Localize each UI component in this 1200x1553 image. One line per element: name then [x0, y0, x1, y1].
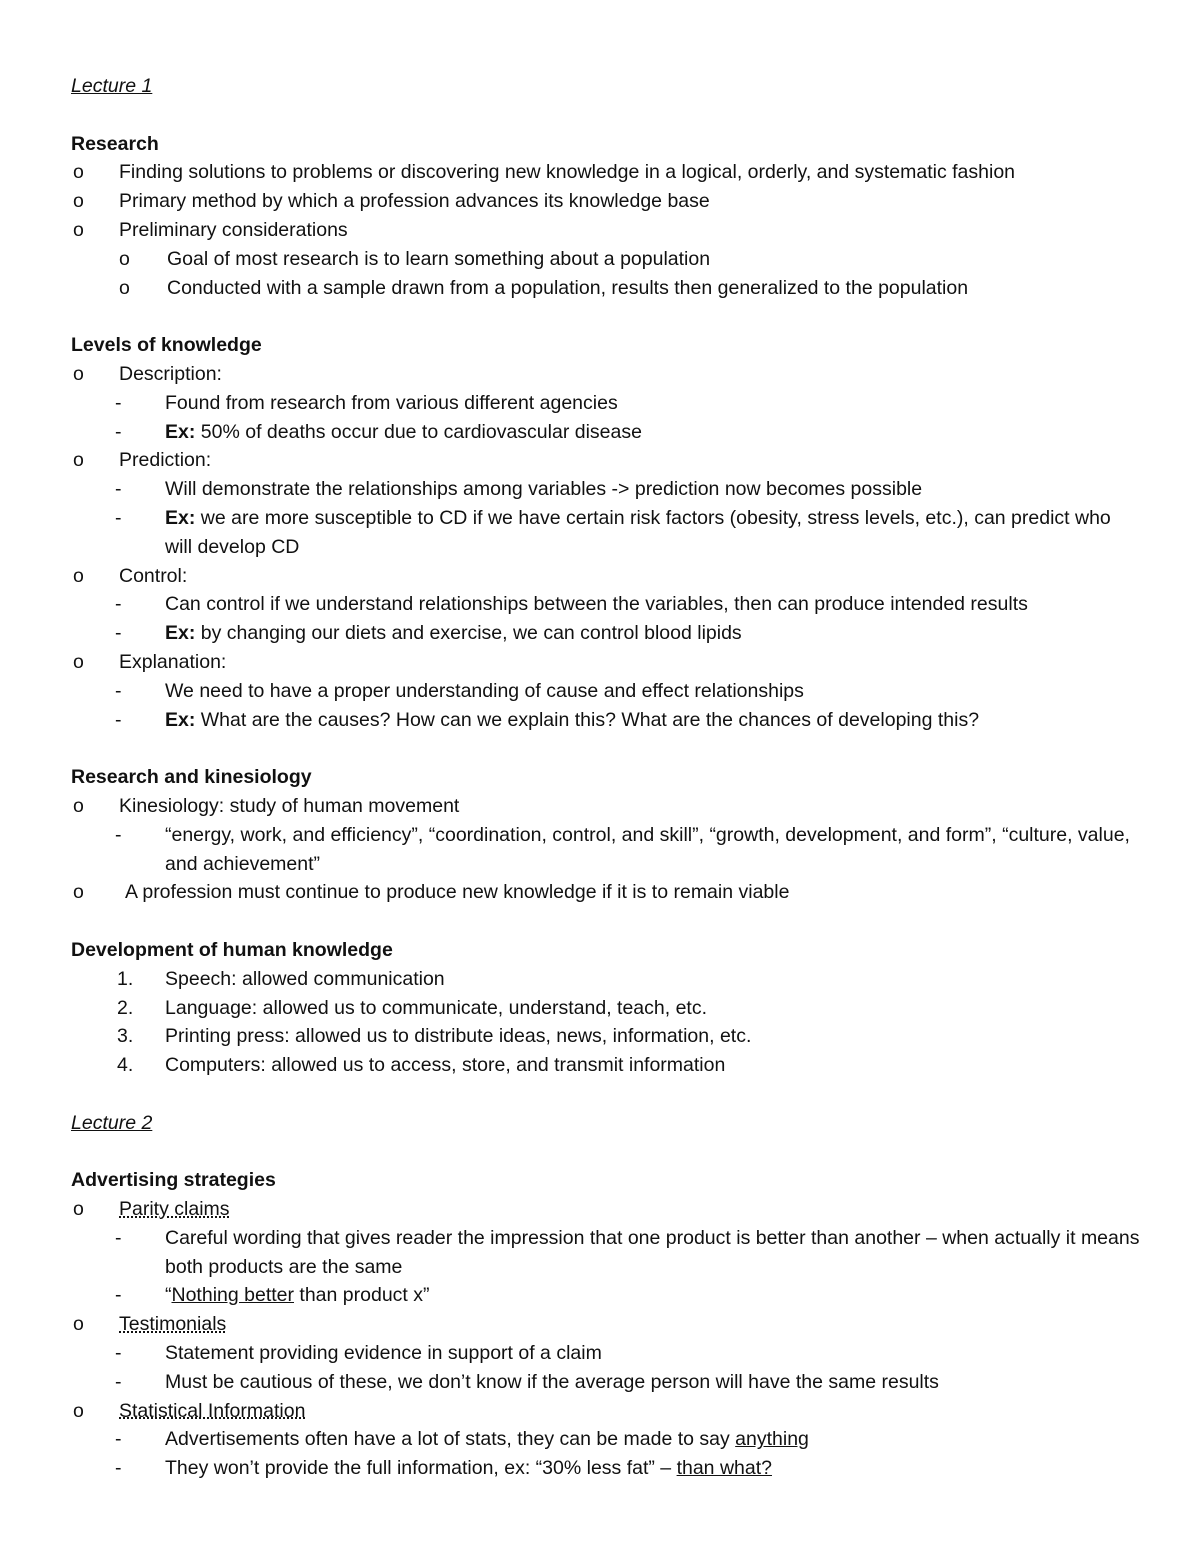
- numbered-item: 4. Computers: allowed us to access, store, and transmit information: [117, 1054, 726, 1077]
- numbered-item: 2. Language: allowed us to communicate, understand, teach, etc.: [117, 996, 708, 1019]
- list-item: o Testimonials: [73, 1313, 227, 1336]
- development-heading: Development of human knowledge: [71, 938, 393, 961]
- list-item: o Control:: [73, 564, 188, 587]
- advertising-heading: Advertising strategies: [71, 1169, 276, 1192]
- lecture-1-title: Lecture 1: [71, 75, 153, 97]
- list-subitem: - Ex: What are the causes? How can we explain this? What are the chances of developing this?: [115, 708, 980, 731]
- research-heading: Research: [71, 132, 159, 155]
- list-subitem: - Must be cautious of these, we don’t know if the average person will have the same results: [115, 1370, 939, 1393]
- numbered-item: 3. Printing press: allowed us to distribute ideas, news, information, etc.: [117, 1025, 752, 1048]
- parity-claims-label: Parity claims: [119, 1198, 230, 1221]
- list-subitem: - Ex: by changing our diets and exercise, we can control blood lipids: [115, 622, 742, 645]
- list-item: o Preliminary considerations: [73, 218, 348, 241]
- list-subitem: - Found from research from various different agencies: [115, 391, 618, 414]
- list-subitem: - Ex: we are more susceptible to CD if we have certain risk factors (obesity, stress levels, etc.), can predict who will develop CD: [115, 506, 1111, 558]
- list-item: o Explanation:: [73, 650, 227, 673]
- list-subitem: - Careful wording that gives reader the impression that one product is better than another – when actually it means both products are the same: [115, 1226, 1140, 1278]
- lecture-2-title: Lecture 2: [71, 1111, 153, 1134]
- list-subitem: - Advertisements often have a lot of stats, they can be made to say anything: [115, 1428, 809, 1451]
- list-subitem: - Will demonstrate the relationships among variables -> prediction now becomes possible: [115, 478, 923, 501]
- list-subitem: o Goal of most research is to learn something about a population: [119, 247, 711, 270]
- numbered-item: 1. Speech: allowed communication: [117, 967, 445, 990]
- list-subitem: - Ex: 50% of deaths occur due to cardiovascular disease: [115, 420, 642, 443]
- list-subitem: - We need to have a proper understanding of cause and effect relationships: [115, 679, 804, 702]
- kinesiology-heading: Research and kinesiology: [71, 766, 312, 789]
- testimonials-label: Testimonials: [119, 1313, 227, 1336]
- list-subitem: o Conducted with a sample drawn from a population, results then generalized to the population: [119, 276, 969, 299]
- list-item: o Primary method by which a profession advances its knowledge base: [73, 190, 710, 213]
- statistical-information-label: Statistical Information: [119, 1399, 306, 1422]
- list-item: o Finding solutions to problems or discovering new knowledge in a logical, orderly, and systematic fashion: [73, 161, 1016, 184]
- list-subitem: - “energy, work, and efficiency”, “coordination, control, and skill”, “growth, development, and form”, “culture, value, and achievement”: [115, 823, 1130, 875]
- list-item: o Statistical Information: [73, 1399, 306, 1422]
- list-item: o Kinesiology: study of human movement: [73, 794, 460, 817]
- list-subitem: - “Nothing better than product x”: [115, 1284, 430, 1307]
- list-subitem: - They won’t provide the full information, ex: “30% less fat” – than what?: [115, 1457, 772, 1480]
- list-subitem: - Statement providing evidence in support of a claim: [115, 1342, 602, 1365]
- levels-heading: Levels of knowledge: [71, 334, 262, 357]
- list-item: o Description:: [73, 362, 222, 385]
- list-subitem: - Can control if we understand relationships between the variables, then can produce intended results: [115, 593, 1028, 616]
- list-item: o A profession must continue to produce new knowledge if it is to remain viable: [73, 881, 790, 904]
- list-item: o Prediction:: [73, 449, 212, 472]
- list-item: o Parity claims: [73, 1198, 230, 1221]
